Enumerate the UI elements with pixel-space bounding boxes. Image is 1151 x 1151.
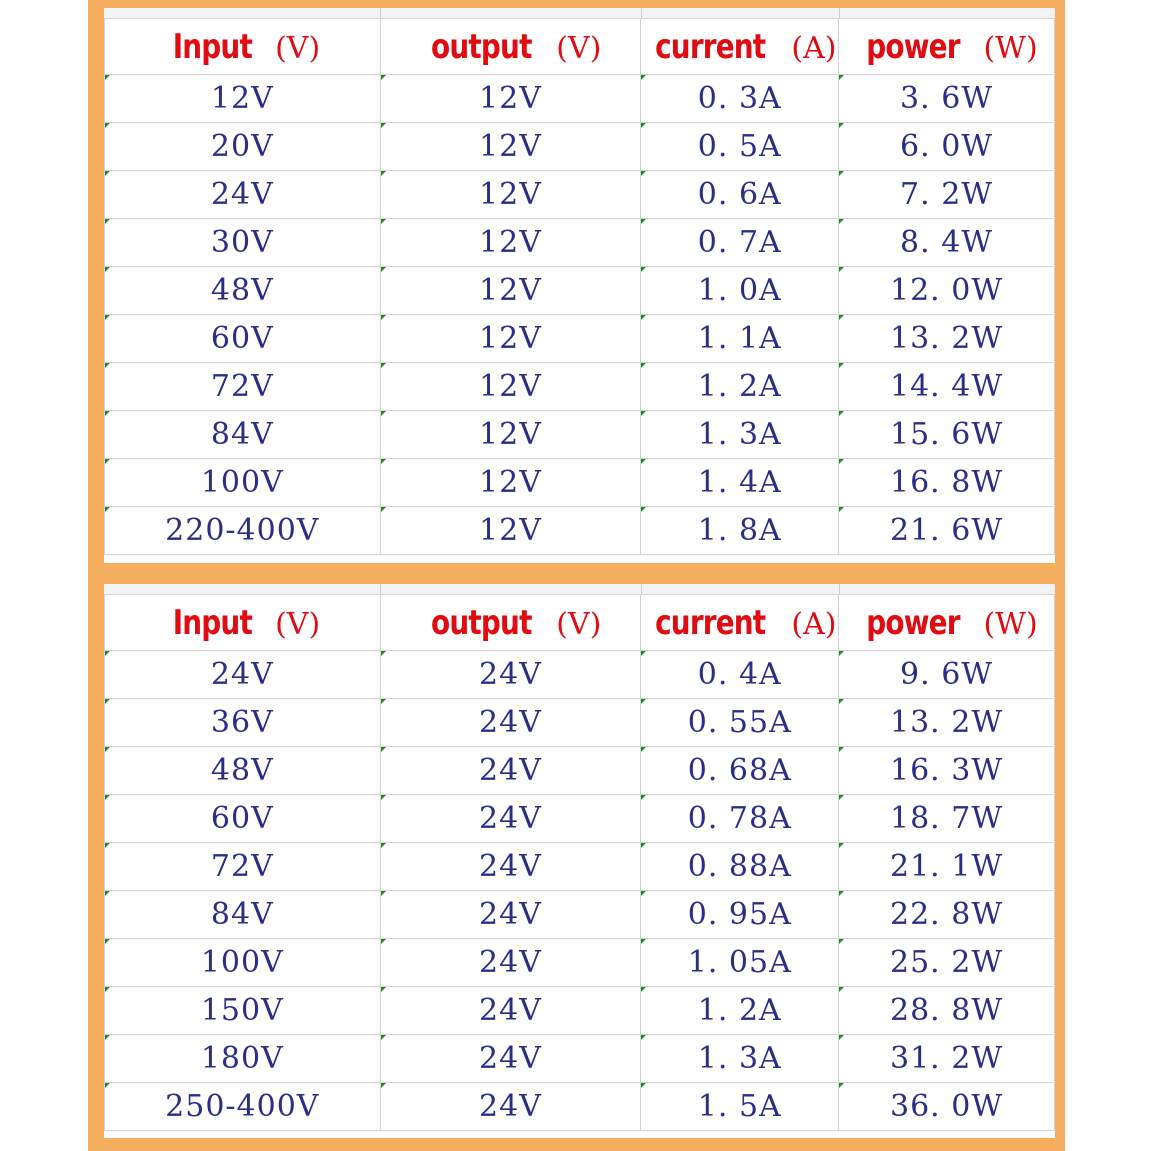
cell-output[interactable]: 12V <box>380 75 641 123</box>
cell-output[interactable]: 12V <box>380 507 641 555</box>
cell-output[interactable]: 12V <box>380 219 641 267</box>
header-unit: (W) <box>983 30 1038 66</box>
cell-power[interactable]: 7. 2W <box>839 171 1055 219</box>
table-row <box>105 891 1055 939</box>
cell-output[interactable]: 12V <box>380 411 641 459</box>
cell-current[interactable]: 1. 1A <box>641 315 839 363</box>
cell-input[interactable]: 100V <box>105 939 381 987</box>
table-24v-output <box>104 594 1055 1131</box>
cell-current[interactable]: 0. 68A <box>641 747 839 795</box>
cell-input[interactable]: 250-400V <box>105 1083 381 1131</box>
cell-current[interactable]: 0. 78A <box>641 795 839 843</box>
cell-input[interactable]: 84V <box>105 411 381 459</box>
cell-current[interactable]: 1. 2A <box>641 363 839 411</box>
cell-input[interactable]: 220-400V <box>105 507 381 555</box>
header-unit: (V) <box>556 30 602 66</box>
cell-output[interactable]: 12V <box>380 171 641 219</box>
header-row <box>105 595 1055 651</box>
header-label: Input <box>173 26 253 67</box>
cell-power[interactable]: 9. 6W <box>839 651 1055 699</box>
table-row <box>105 363 1055 411</box>
cell-power[interactable]: 13. 2W <box>839 699 1055 747</box>
cell-output[interactable]: 24V <box>380 795 641 843</box>
cell-output[interactable]: 24V <box>380 747 641 795</box>
table-row <box>105 651 1055 699</box>
cell-current[interactable]: 0. 7A <box>641 219 839 267</box>
cell-power[interactable]: 21. 6W <box>839 507 1055 555</box>
cell-current[interactable]: 0. 5A <box>641 123 839 171</box>
header-unit: (V) <box>556 606 602 642</box>
cell-current[interactable]: 1. 4A <box>641 459 839 507</box>
cell-current[interactable]: 1. 8A <box>641 507 839 555</box>
cell-input[interactable]: 150V <box>105 987 381 1035</box>
header-label: current <box>655 602 766 643</box>
cell-current[interactable]: 0. 3A <box>641 75 839 123</box>
table-row <box>105 795 1055 843</box>
header-label: current <box>655 26 766 67</box>
header-unit: (V) <box>275 30 321 66</box>
cell-input[interactable]: 72V <box>105 363 381 411</box>
cell-input[interactable]: 84V <box>105 891 381 939</box>
table-row <box>105 459 1055 507</box>
cell-current[interactable]: 0. 6A <box>641 171 839 219</box>
header-row <box>105 19 1055 75</box>
table-row <box>105 843 1055 891</box>
cell-power[interactable]: 22. 8W <box>839 891 1055 939</box>
header-unit: (A) <box>791 606 837 642</box>
cell-power[interactable]: 8. 4W <box>839 219 1055 267</box>
cell-current[interactable]: 1. 0A <box>641 267 839 315</box>
cell-output[interactable]: 24V <box>380 939 641 987</box>
cell-current[interactable]: 0. 55A <box>641 699 839 747</box>
cell-current[interactable]: 0. 88A <box>641 843 839 891</box>
header-input[interactable] <box>105 19 381 75</box>
cell-output[interactable]: 24V <box>380 699 641 747</box>
table-row <box>105 219 1055 267</box>
table-row <box>105 75 1055 123</box>
cell-power[interactable]: 6. 0W <box>839 123 1055 171</box>
table-row <box>105 411 1055 459</box>
table-row <box>105 939 1055 987</box>
cell-current[interactable]: 1. 05A <box>641 939 839 987</box>
cell-input[interactable]: 30V <box>105 219 381 267</box>
cell-power[interactable]: 3. 6W <box>839 75 1055 123</box>
cell-power[interactable]: 36. 0W <box>839 1083 1055 1131</box>
header-output[interactable] <box>380 19 641 75</box>
header-unit: (V) <box>275 606 321 642</box>
table-row <box>105 507 1055 555</box>
cell-current[interactable]: 0. 4A <box>641 651 839 699</box>
table-body <box>105 595 1055 1131</box>
header-input[interactable] <box>105 595 381 651</box>
cell-power[interactable]: 28. 8W <box>839 987 1055 1035</box>
header-unit: (W) <box>983 606 1038 642</box>
cell-current[interactable]: 1. 3A <box>641 411 839 459</box>
cell-power[interactable]: 16. 8W <box>839 459 1055 507</box>
header-label: Input <box>173 602 253 643</box>
cell-power[interactable]: 25. 2W <box>839 939 1055 987</box>
cell-output[interactable]: 24V <box>380 987 641 1035</box>
table-row <box>105 987 1055 1035</box>
header-label: power <box>865 26 960 67</box>
cell-input[interactable]: 12V <box>105 75 381 123</box>
cell-power[interactable]: 14. 4W <box>839 363 1055 411</box>
header-output[interactable] <box>380 595 641 651</box>
cell-power[interactable]: 18. 7W <box>839 795 1055 843</box>
cell-output[interactable]: 24V <box>380 1083 641 1131</box>
table-row <box>105 171 1055 219</box>
table-12v-output <box>104 18 1055 555</box>
header-label: power <box>865 602 960 643</box>
header-label: output <box>430 26 532 67</box>
cell-input[interactable]: 100V <box>105 459 381 507</box>
cell-power[interactable]: 13. 2W <box>839 315 1055 363</box>
cell-output[interactable]: 12V <box>380 315 641 363</box>
cell-output[interactable]: 12V <box>380 267 641 315</box>
cell-output[interactable]: 24V <box>380 651 641 699</box>
cell-output[interactable]: 24V <box>380 891 641 939</box>
cell-input[interactable]: 20V <box>105 123 381 171</box>
cell-output[interactable]: 24V <box>380 1035 641 1083</box>
table-row <box>105 1083 1055 1131</box>
header-unit: (A) <box>791 30 837 66</box>
cell-input[interactable]: 60V <box>105 315 381 363</box>
cell-output[interactable]: 12V <box>380 123 641 171</box>
spreadsheet-12v-output <box>104 8 1055 563</box>
header-current[interactable] <box>641 19 839 75</box>
table-row <box>105 699 1055 747</box>
header-power[interactable] <box>839 595 1055 651</box>
cell-power[interactable]: 12. 0W <box>839 267 1055 315</box>
cell-output[interactable]: 12V <box>380 459 641 507</box>
cell-current[interactable]: 1. 2A <box>641 987 839 1035</box>
cell-input[interactable]: 60V <box>105 795 381 843</box>
cell-power[interactable]: 16. 3W <box>839 747 1055 795</box>
cell-power[interactable]: 15. 6W <box>839 411 1055 459</box>
cell-input[interactable]: 24V <box>105 651 381 699</box>
cell-current[interactable]: 1. 3A <box>641 1035 839 1083</box>
cell-current[interactable]: 0. 95A <box>641 891 839 939</box>
cell-input[interactable]: 48V <box>105 267 381 315</box>
cell-input[interactable]: 72V <box>105 843 381 891</box>
spreadsheet-24v-output <box>104 584 1055 1138</box>
cell-input[interactable]: 180V <box>105 1035 381 1083</box>
table-row <box>105 1035 1055 1083</box>
table-row <box>105 315 1055 363</box>
cell-output[interactable]: 24V <box>380 843 641 891</box>
header-current[interactable] <box>641 595 839 651</box>
cell-input[interactable]: 36V <box>105 699 381 747</box>
header-label: output <box>430 602 532 643</box>
table-body <box>105 19 1055 555</box>
cell-current[interactable]: 1. 5A <box>641 1083 839 1131</box>
cell-power[interactable]: 31. 2W <box>839 1035 1055 1083</box>
cell-input[interactable]: 48V <box>105 747 381 795</box>
cell-input[interactable]: 24V <box>105 171 381 219</box>
header-power[interactable] <box>839 19 1055 75</box>
table-row <box>105 267 1055 315</box>
cell-output[interactable]: 12V <box>380 363 641 411</box>
table-row <box>105 747 1055 795</box>
table-row <box>105 123 1055 171</box>
cell-power[interactable]: 21. 1W <box>839 843 1055 891</box>
